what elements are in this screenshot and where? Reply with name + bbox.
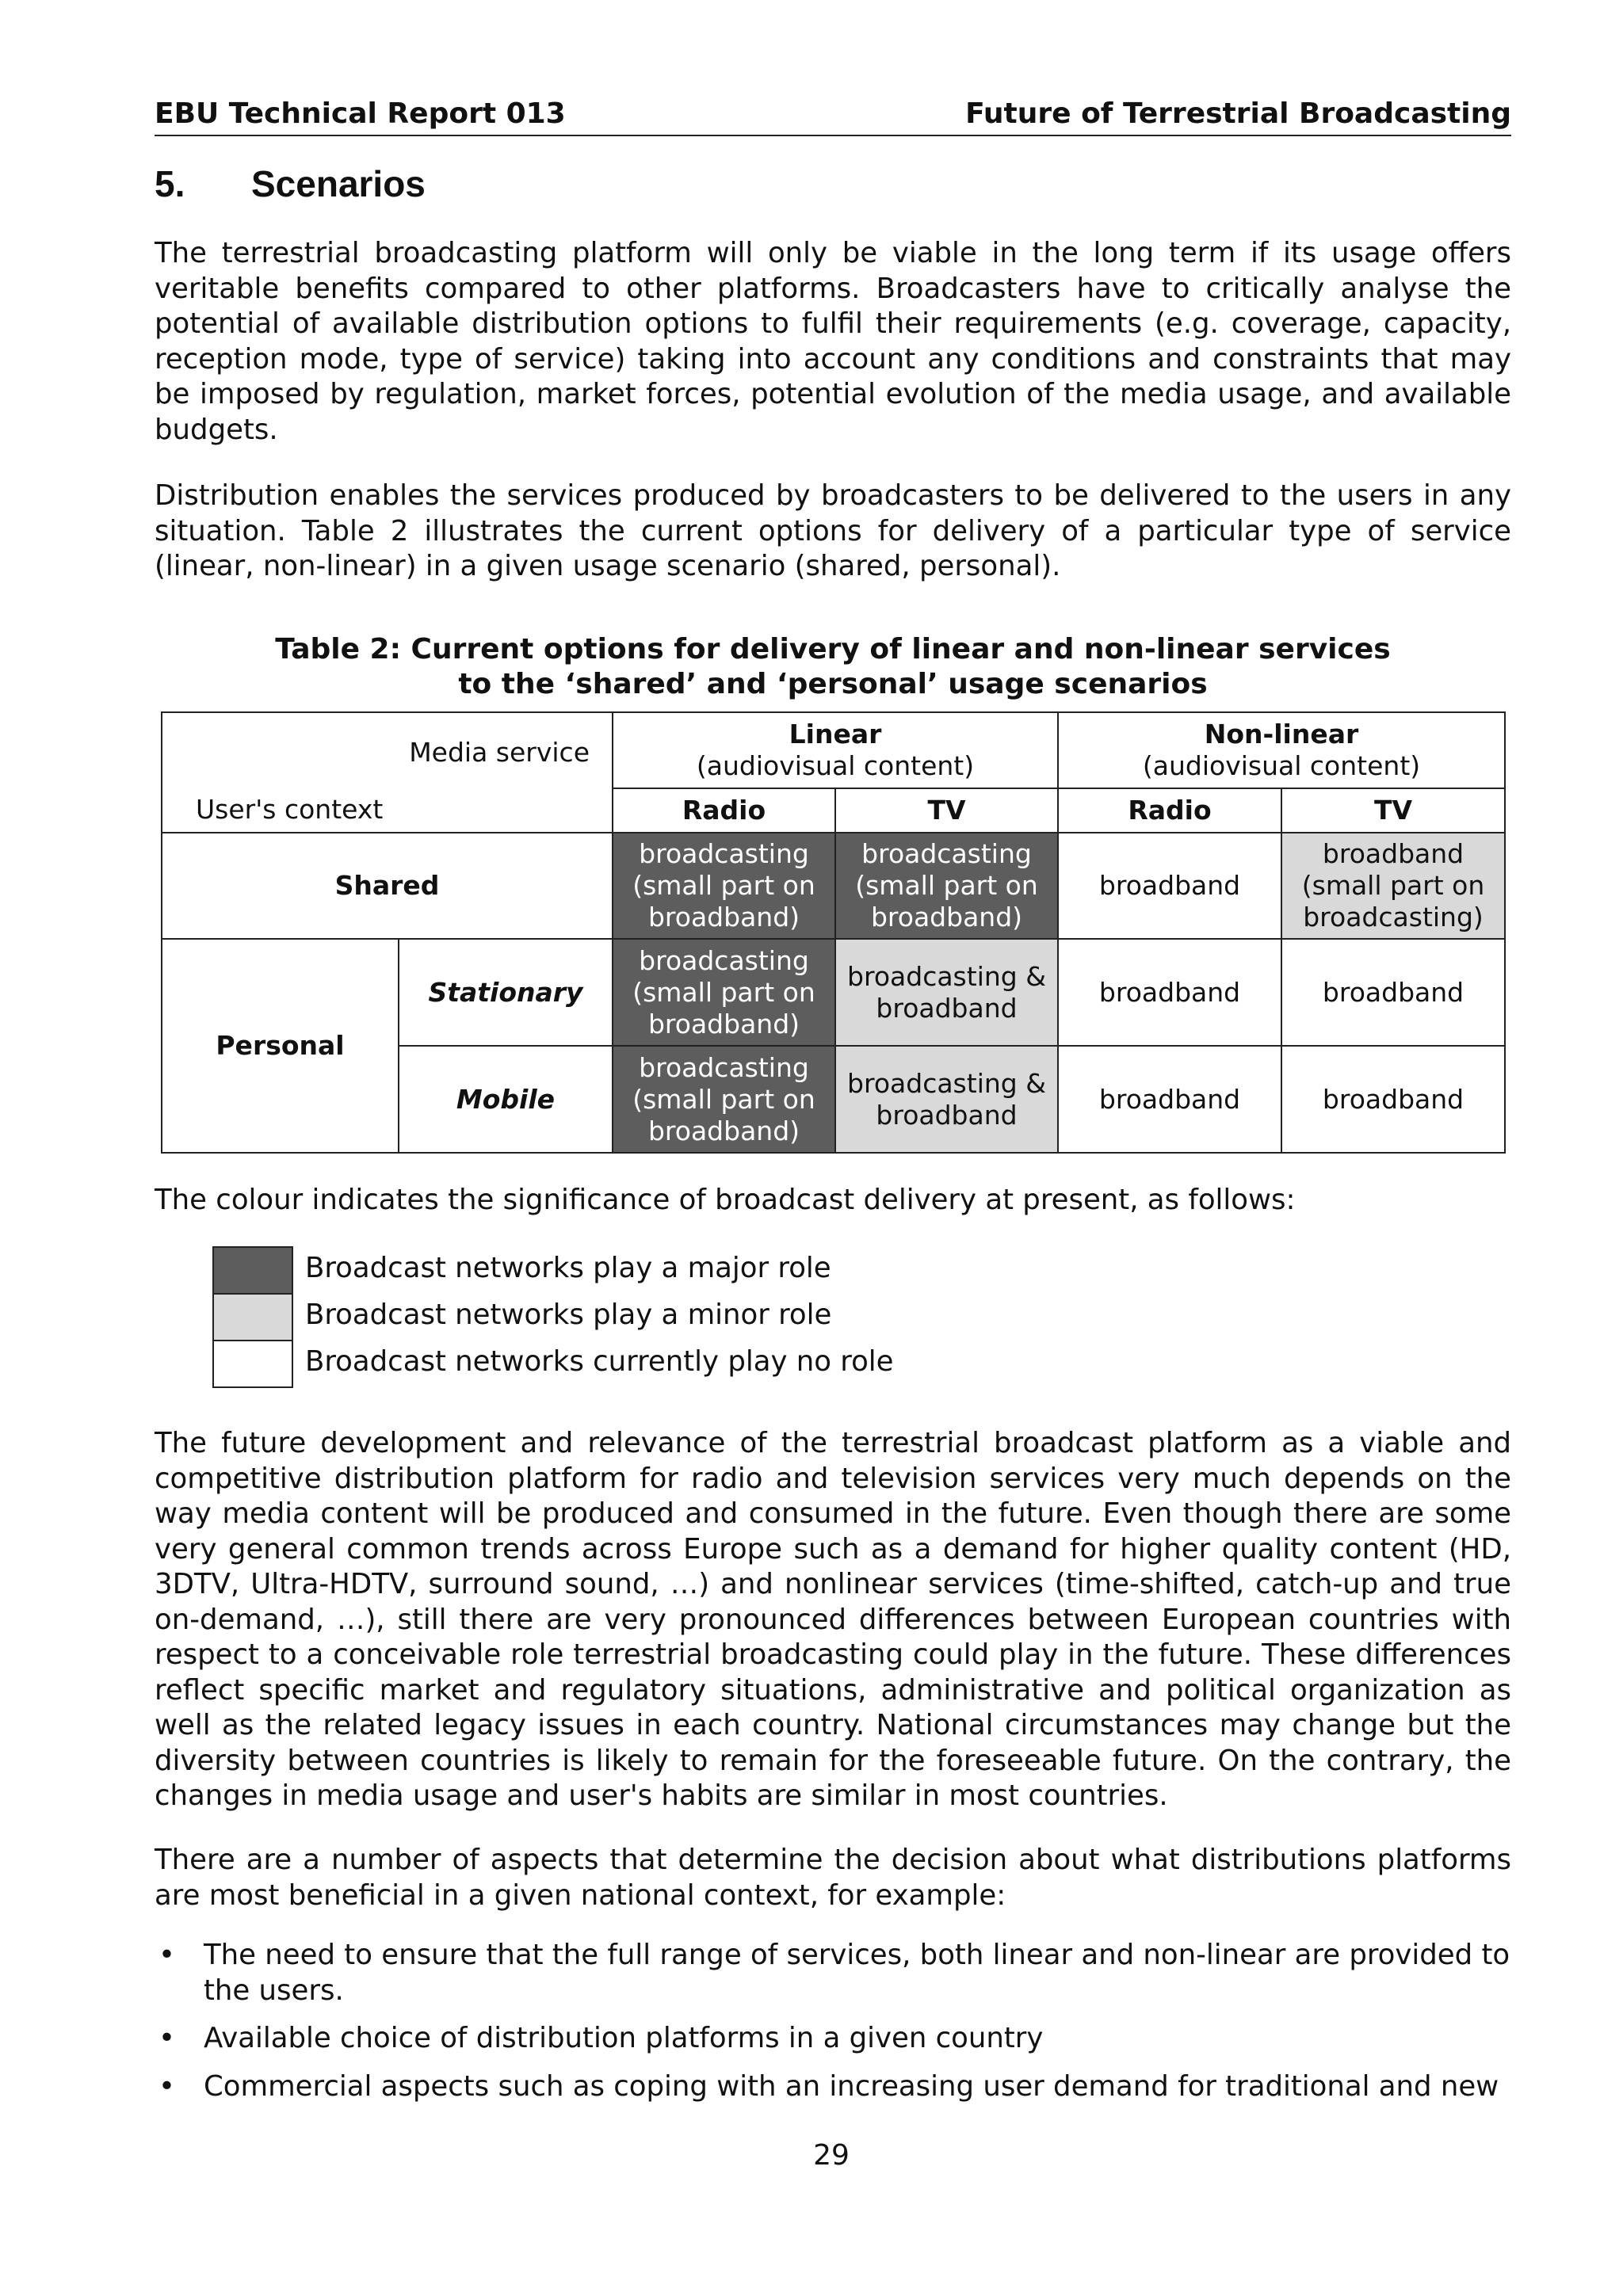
cell-mobile-nonlinear-tv (1281, 1046, 1505, 1153)
cell-line: broadband (1098, 870, 1241, 901)
legend-label: Broadcast networks play a major role (305, 1252, 831, 1284)
row-header-mobile: Mobile (399, 1046, 613, 1153)
paragraph: The terrestrial broadcasting platform will only be viable in the long term if its usage offers veritable benefits compared to other platforms. Broadcasters have to critically analyse the potential of available distribution options to fulfil their requirements (e.g. coverage, capacity, reception mode, type of service) taking into account any conditions and constraints that may be imposed by regulation, market forces, potential evolution of the media usage, and available budgets. (155, 237, 1511, 446)
cell-stationary-nonlinear-tv (1281, 939, 1505, 1046)
list-item (155, 2021, 1511, 2057)
table-caption-line: Table 2: Current options for delivery of linear and non-linear services (275, 633, 1391, 666)
linear-header-cell (613, 712, 1058, 788)
legend-intro: The colour indicates the significance of broadcast delivery at present, as follows: (155, 1184, 1296, 1216)
cell-line: broadband (1098, 976, 1241, 1008)
delivery-options-table (161, 711, 1506, 1154)
cell-stationary-linear-radio (613, 939, 835, 1046)
cell-line: broadcasting (639, 944, 809, 976)
table-corner-cell (162, 712, 613, 833)
row-header-stationary: Stationary (399, 939, 613, 1046)
cell-line: broadband (876, 1099, 1018, 1131)
cell-line: broadband) (870, 902, 1023, 933)
bullet-icon: • (158, 2022, 175, 2054)
section-title: Scenarios (251, 163, 426, 204)
list-item (155, 2069, 1511, 2105)
cell-line: (small part on (855, 870, 1038, 901)
cell-line: broadband (876, 992, 1018, 1024)
cell-line: broadband) (647, 902, 800, 933)
aspects-list (155, 1938, 1511, 2117)
cell-stationary-nonlinear-radio (1058, 939, 1281, 1046)
cell-line: broadcasting (861, 838, 1032, 869)
legend-swatch-none (212, 1340, 293, 1388)
cell-line: broadcasting) (1303, 902, 1484, 933)
nonlinear-header-cell (1058, 712, 1505, 788)
cell-shared-linear-radio (613, 833, 835, 939)
users-context-label: User's context (196, 794, 384, 825)
list-item-text: Commercial aspects such as coping with an increasing user demand for traditional and new (204, 2069, 1499, 2103)
cell-line: broadcasting (639, 838, 809, 869)
list-item-text: Available choice of distribution platforms in a given country (204, 2022, 1044, 2054)
section-heading (155, 162, 426, 205)
cell-stationary-linear-tv (835, 939, 1058, 1046)
col-header-linear-tv: TV (835, 788, 1058, 833)
cell-line: broadband (1322, 838, 1465, 869)
list-item-text: The need to ensure that the full range of services, both linear and non-linear are provided to the users. (204, 1939, 1510, 2007)
cell-mobile-linear-radio (613, 1046, 835, 1153)
paragraph: The future development and relevance of the terrestrial broadcast platform as a viable and competitive distribution platform for radio and television services very much depends on the way media content will be produced and consumed in the future. Even though there are some very general common trends across Europe such as a demand for higher quality content (HD, 3DTV, Ultra-HDTV, surround sound, …) and nonlinear services (time-shifted, catch-up and true on-demand, …), still there are very pronounced differences between European countries with respect to a conceivable role terrestrial broadcasting could play in the future. These differences reflect specific market and regulatory situations, administrative and political organization as well as the related legacy issues in each country. National circumstances may change but the diversity between countries is likely to remain for the foreseeable future. On the contrary, the changes in media usage and user's habits are similar in most countries. (155, 1427, 1511, 1812)
cell-line: broadband (1098, 1083, 1241, 1115)
col-header-linear-radio: Radio (613, 788, 835, 833)
cell-line: broadband) (647, 1115, 800, 1146)
bullet-icon: • (158, 2069, 175, 2103)
linear-subheader: (audiovisual content) (696, 750, 975, 781)
legend-label: Broadcast networks currently play no role (305, 1345, 894, 1378)
cell-line: broadband (1322, 1083, 1465, 1115)
cell-shared-linear-tv (835, 833, 1058, 939)
cell-line: broadcasting & (847, 1067, 1046, 1099)
section-number: 5. (155, 163, 185, 204)
header-report-title: EBU Technical Report 013 (155, 97, 566, 130)
cell-line: broadband) (647, 1008, 800, 1039)
cell-line: broadband (1322, 976, 1465, 1008)
cell-mobile-linear-tv (835, 1046, 1058, 1153)
table-caption-line: to the ‘shared’ and ‘personal’ usage scenarios (458, 668, 1208, 700)
cell-line: (small part on (632, 976, 815, 1008)
cell-shared-nonlinear-radio (1058, 833, 1281, 939)
legend-label: Broadcast networks play a minor role (305, 1299, 832, 1331)
nonlinear-subheader: (audiovisual content) (1142, 750, 1421, 781)
cell-line: broadcasting (639, 1051, 809, 1083)
media-service-label: Media service (409, 737, 590, 768)
cell-line: (small part on (1301, 870, 1485, 901)
bullet-icon: • (158, 1939, 175, 1971)
paragraph: Distribution enables the services produced by broadcasters to be delivered to the users in any situation. Table 2 illustrates the current options for delivery of a particular type of service (linear, non-linear) in a given usage scenario (shared, personal). (155, 479, 1511, 582)
nonlinear-header: Non-linear (1204, 719, 1359, 749)
row-header-shared: Shared (162, 833, 613, 939)
list-item (155, 1938, 1511, 2008)
page-number: 29 (813, 2139, 850, 2172)
header-document-title: Future of Terrestrial Broadcasting (965, 97, 1511, 130)
legend-swatch-major (212, 1246, 293, 1293)
cell-line: (small part on (632, 1083, 815, 1115)
paragraph: There are a number of aspects that determine the decision about what distributions platforms are most beneficial in a given national context, for example: (155, 1844, 1511, 1912)
col-header-nonlinear-tv: TV (1281, 788, 1505, 833)
cell-mobile-nonlinear-radio (1058, 1046, 1281, 1153)
running-header (155, 93, 1511, 136)
linear-header: Linear (789, 719, 882, 749)
table-caption (155, 632, 1511, 702)
row-header-personal: Personal (162, 939, 399, 1153)
col-header-nonlinear-radio: Radio (1058, 788, 1281, 833)
cell-shared-nonlinear-tv (1281, 833, 1505, 939)
cell-line: broadcasting & (847, 960, 1046, 992)
cell-line: (small part on (632, 870, 815, 901)
legend-swatch-minor (212, 1293, 293, 1340)
